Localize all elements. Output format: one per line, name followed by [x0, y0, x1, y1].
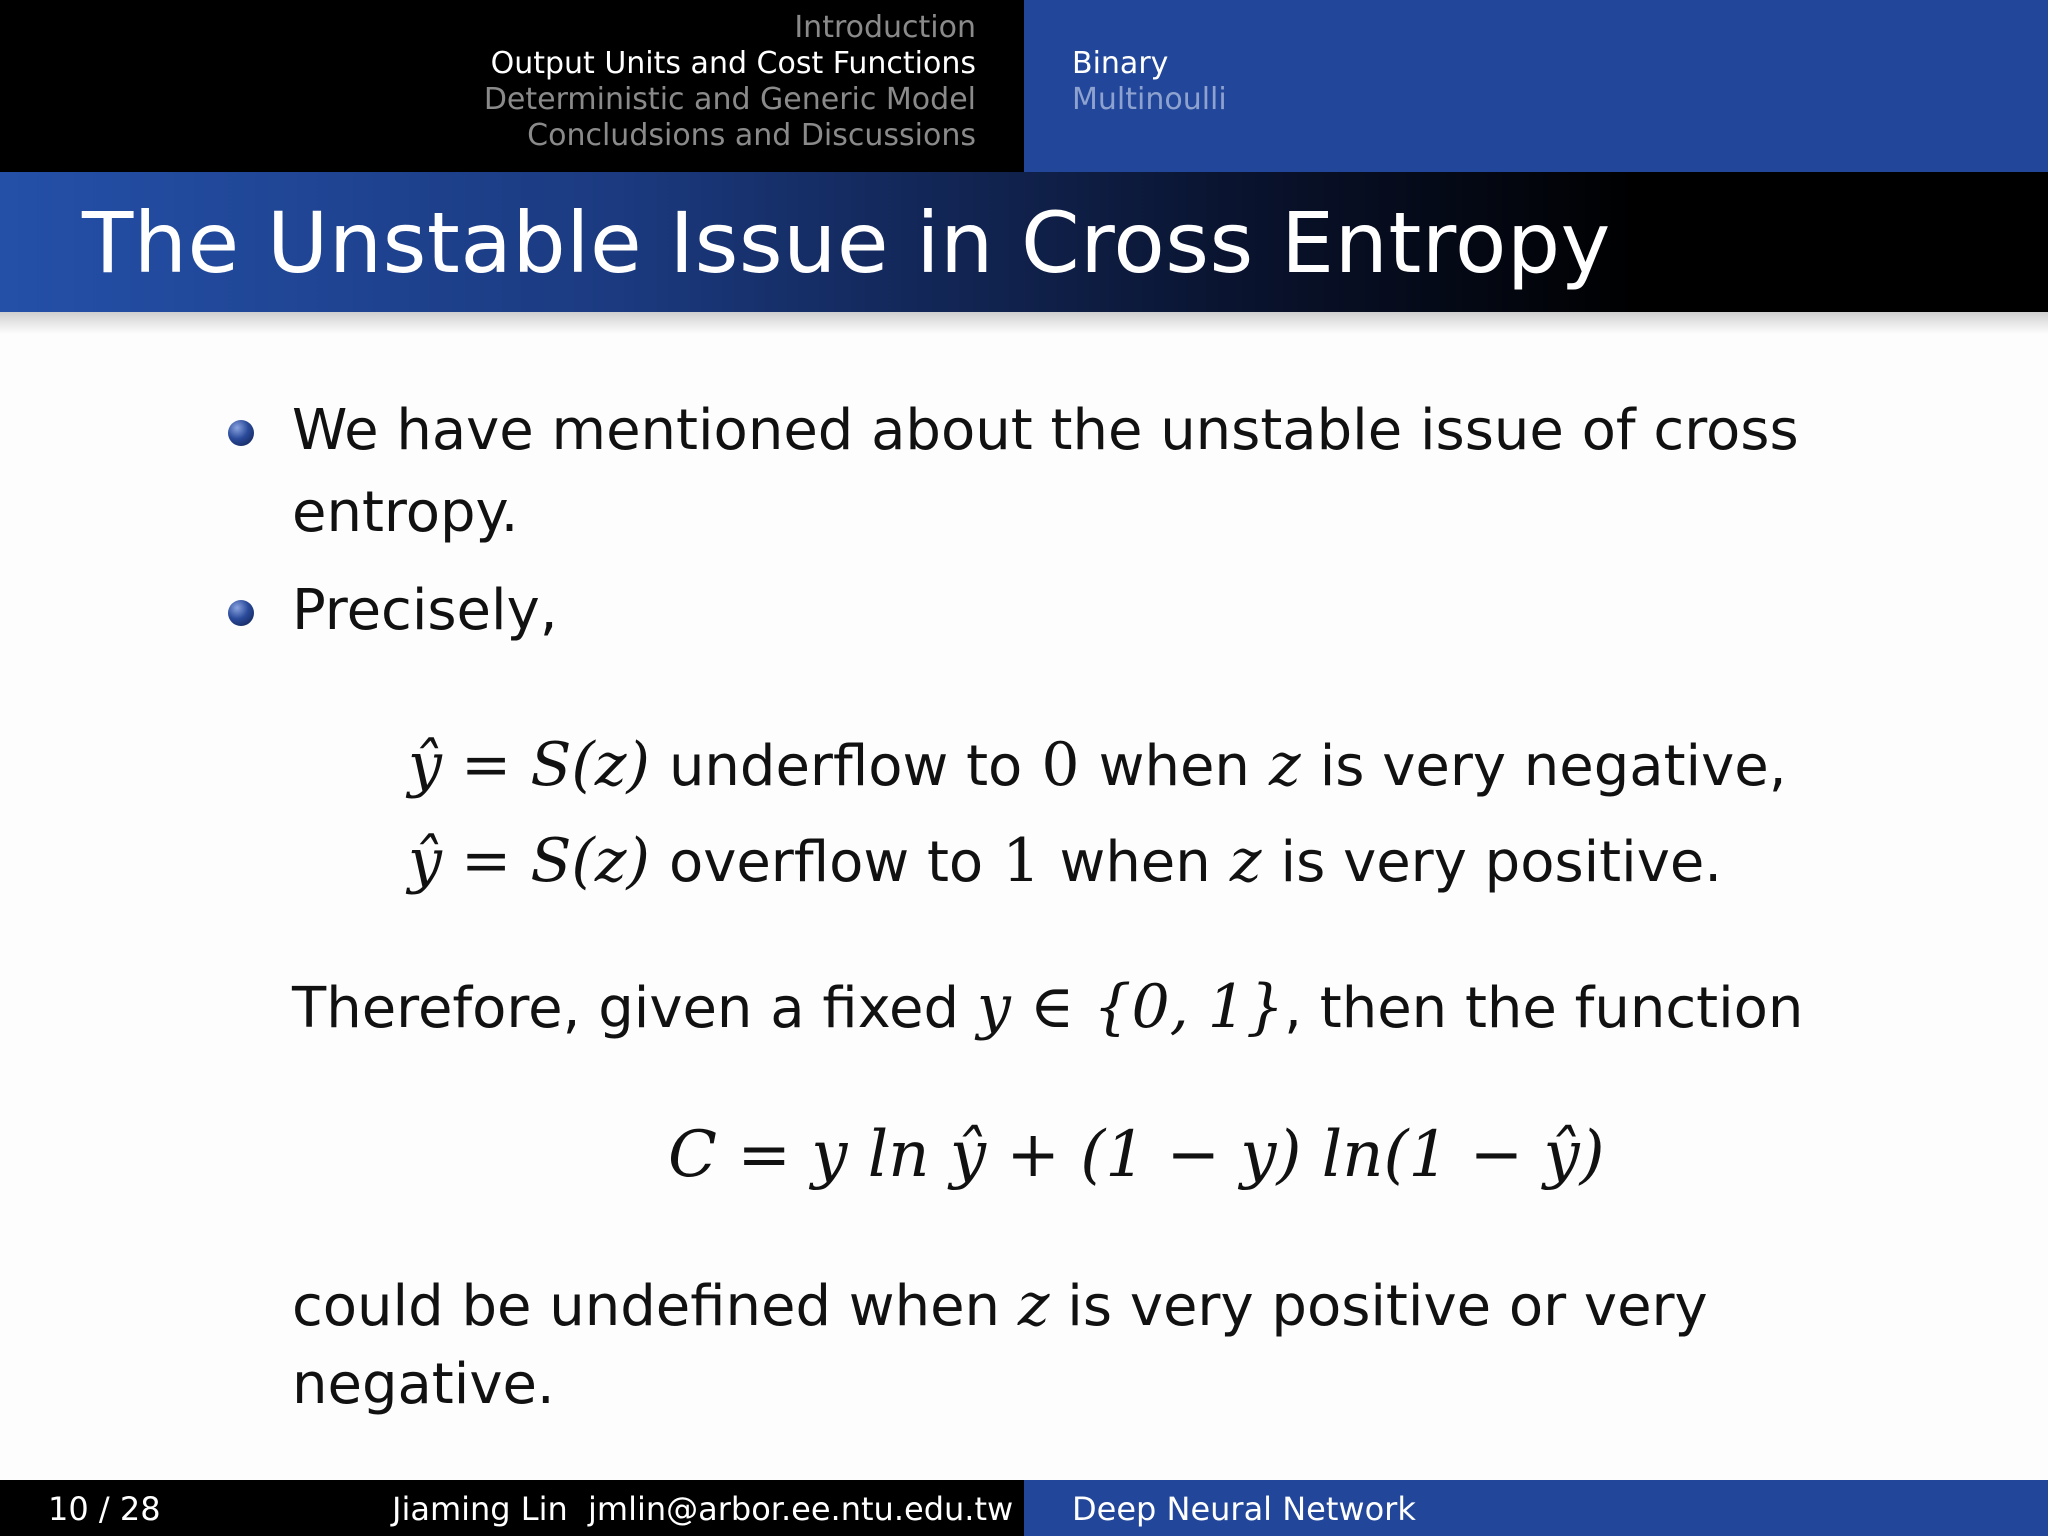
section-navigation: [0, 0, 1024, 172]
nav-section-conclusions[interactable]: Concludsions and Discussions: [527, 118, 976, 153]
subsection-navigation: [1024, 0, 2048, 172]
therefore-math: y ∈ {0, 1}: [976, 972, 1285, 1042]
cost-formula-text: C = y ln ŷ + (1 − y) ln(1 − ŷ): [668, 1118, 1605, 1192]
title-shadow: [0, 312, 2048, 334]
equation-variable: z: [1268, 730, 1301, 800]
nav-section-introduction[interactable]: Introduction: [794, 10, 976, 45]
equation-text: underflow to: [668, 734, 1023, 799]
nav-subsection-binary[interactable]: Binary: [1072, 46, 1169, 81]
equation-underflow: [408, 730, 1787, 800]
bullet-1-line-2: entropy.: [292, 480, 519, 545]
therefore-text: Therefore, given a fixed: [292, 976, 960, 1041]
slide-title: The Unstable Issue in Cross Entropy: [82, 194, 1611, 292]
bullet-2-line-1: Precisely,: [292, 578, 558, 643]
equation-text: when: [1098, 734, 1250, 799]
footer-email: jmlin@arbor.ee.ntu.edu.tw: [588, 1490, 1014, 1528]
equation-lhs: ŷ = S(z): [408, 730, 650, 800]
cost-formula: [668, 1118, 1605, 1192]
bullet-icon: [228, 420, 254, 446]
conclusion-line-2: negative.: [292, 1352, 555, 1417]
equation-text: is very positive.: [1280, 830, 1723, 895]
bullet-icon: [228, 600, 254, 626]
equation-lhs: ŷ = S(z): [408, 826, 650, 896]
equation-variable: z: [1229, 826, 1262, 896]
bullet-1-line-1: We have mentioned about the unstable issue of cross: [292, 398, 1799, 463]
conclusion-text: could be undefined when: [292, 1274, 1001, 1339]
nav-section-output-units[interactable]: Output Units and Cost Functions: [490, 46, 976, 81]
footer-author: Jiaming Lin: [392, 1490, 568, 1528]
conclusion-variable: z: [1017, 1270, 1050, 1340]
equation-text: when: [1059, 830, 1211, 895]
therefore-text-post: , then the function: [1284, 976, 1804, 1041]
equation-text: overflow to: [668, 830, 984, 895]
conclusion-text: is very positive or very: [1067, 1274, 1708, 1339]
equation-overflow: [408, 826, 1722, 896]
equation-text: is very negative,: [1319, 734, 1787, 799]
conclusion-line-1: [292, 1270, 1708, 1340]
footer-right: [1024, 1480, 2048, 1536]
nav-subsection-multinoulli[interactable]: Multinoulli: [1072, 82, 1227, 117]
footer-talk-title: Deep Neural Network: [1072, 1490, 1416, 1528]
therefore-line: [292, 972, 1803, 1042]
footer-left: [0, 1480, 1024, 1536]
equation-number: 0: [1041, 730, 1080, 800]
page-number: 10 / 28: [48, 1490, 161, 1528]
title-bar: [0, 172, 2048, 312]
equation-number: 1: [1002, 826, 1041, 896]
nav-section-deterministic-model[interactable]: Deterministic and Generic Model: [483, 82, 976, 117]
